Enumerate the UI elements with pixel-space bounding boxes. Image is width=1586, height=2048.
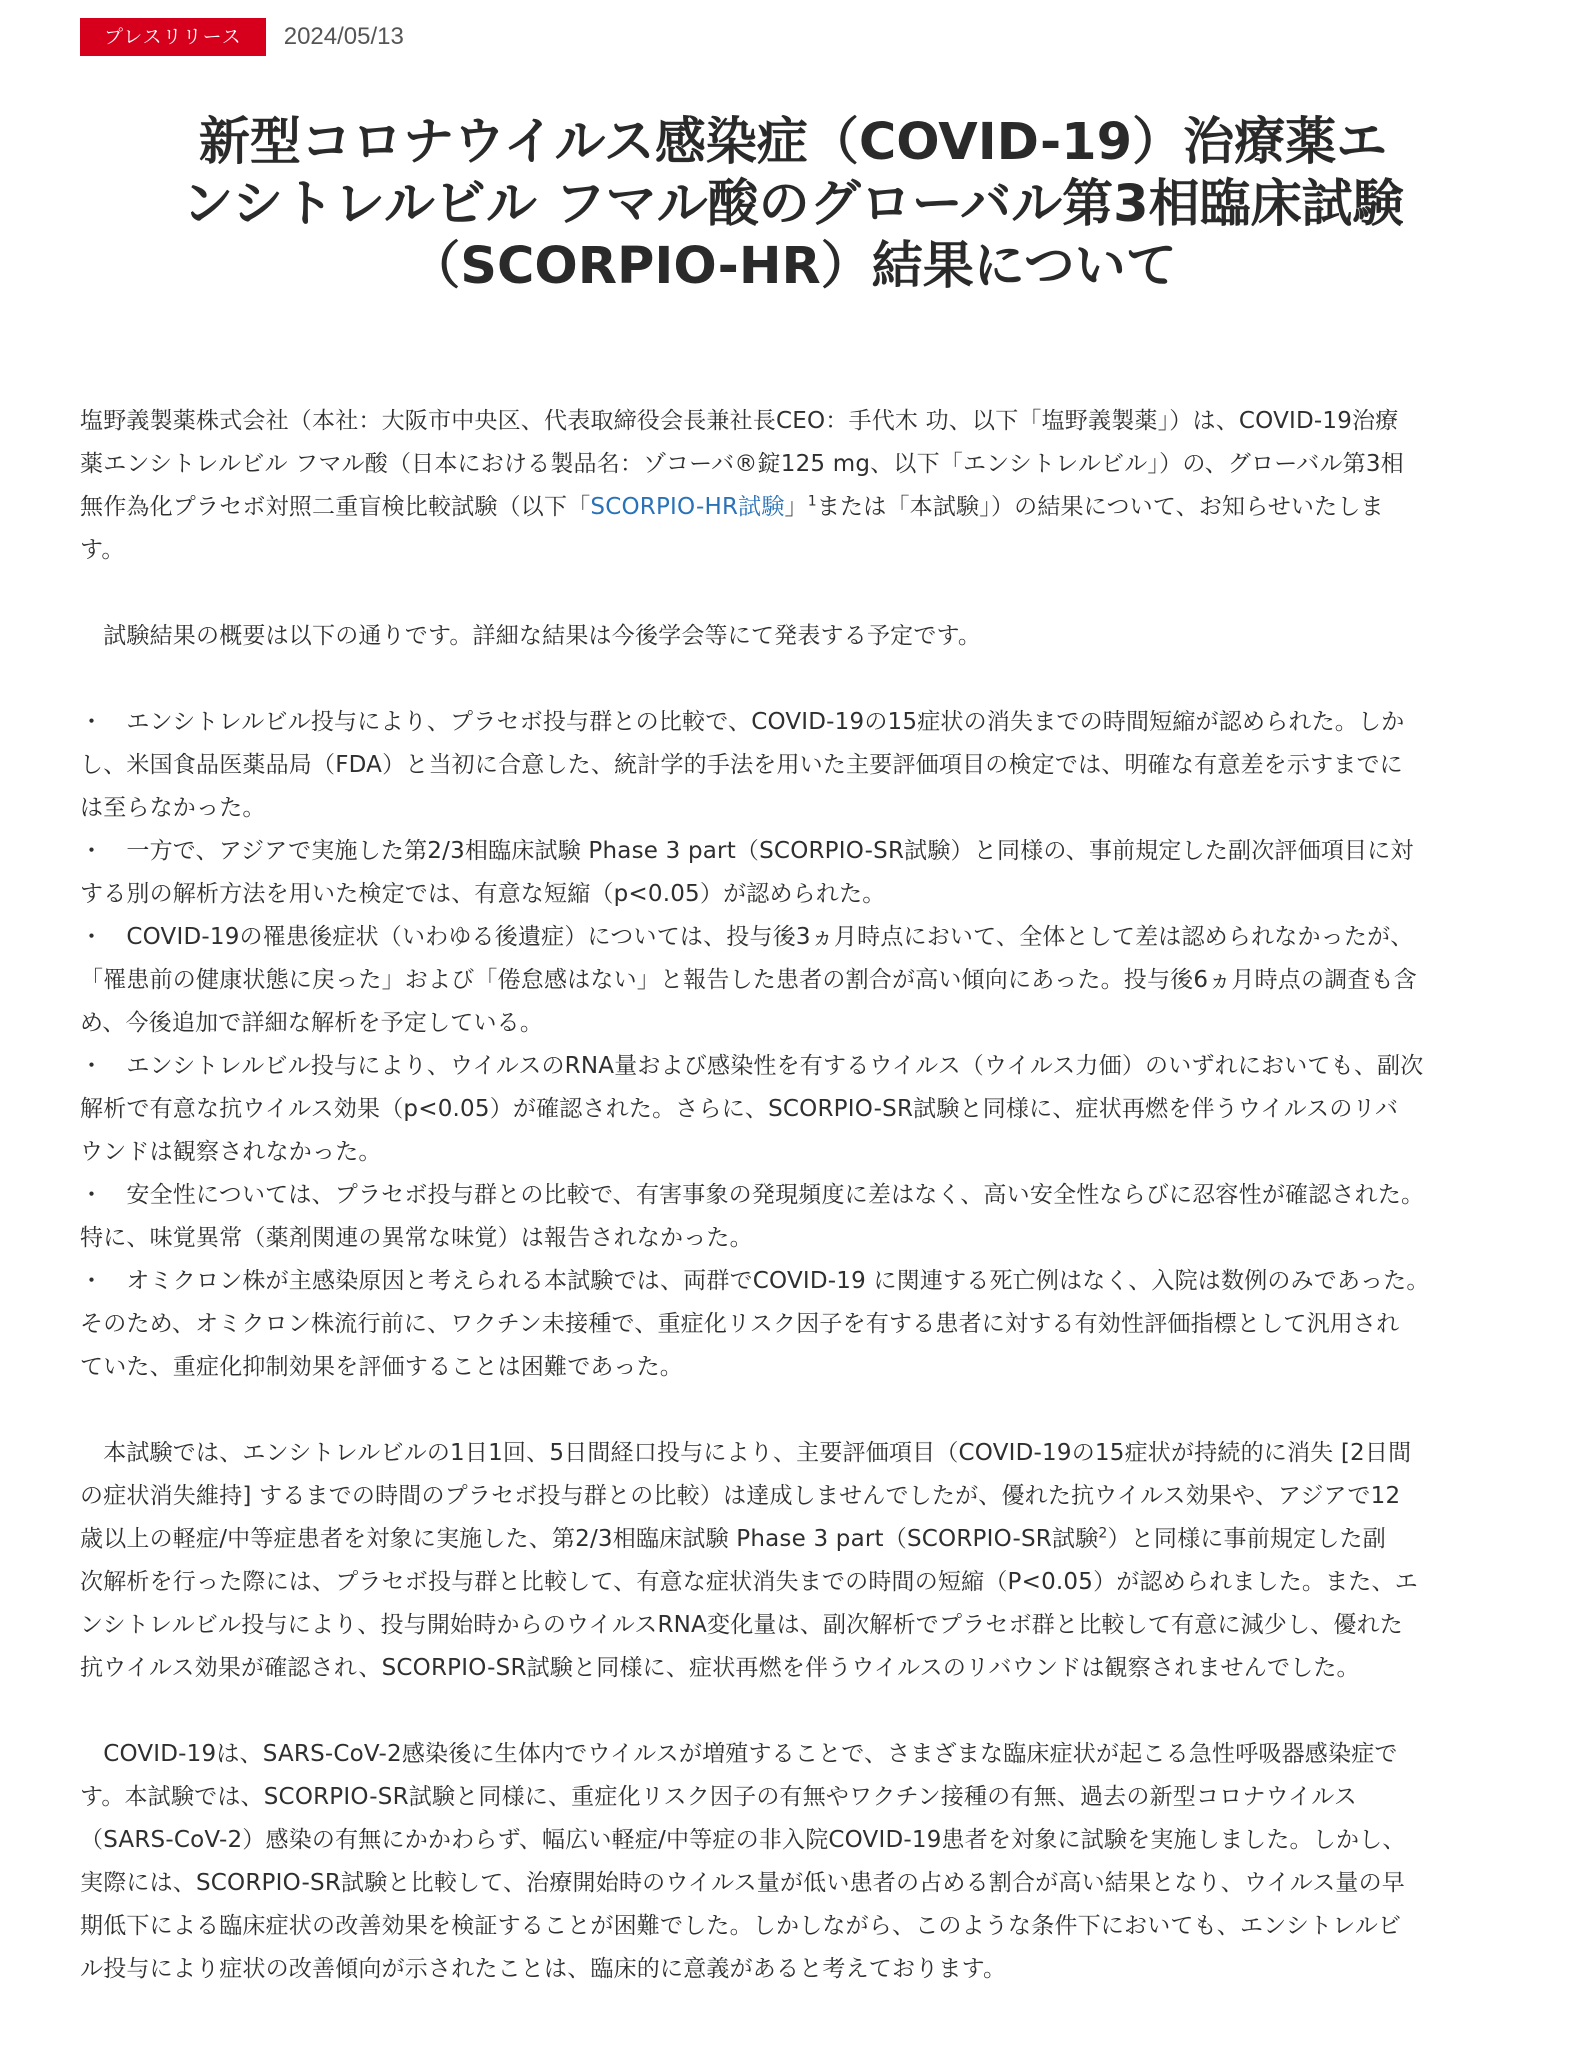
text-line: 塩野義製薬株式会社（本社：大阪市中央区、代表取締役会長兼社長CEO：手代木 功、以下「塩野義製薬」）は、COVID-19治療 <box>80 408 1399 434</box>
bullet-item <box>80 916 1506 1045</box>
summary-bullet-list <box>80 701 1506 1389</box>
text-line: し、米国食品医薬品局（FDA）と当初に合意した、統計学的手法を用いた主要評価項目の検定では、明確な有意差を示すまでに <box>80 752 1403 778</box>
meta-row <box>80 18 1506 56</box>
intro-paragraph <box>80 400 1506 572</box>
text-line: 「罹患前の健康状態に戻った」および「倦怠感はない」と報告した患者の割合が高い傾向にあった。投与後6ヵ月時点の調査も含 <box>80 967 1418 993</box>
text-line: ・ エンシトレルビル投与により、プラセボ投与群との比較で、COVID-19の15症状の消失までの時間短縮が認められた。しか <box>80 709 1405 735</box>
text-line: 薬エンシトレルビル フマル酸（日本における製品名：ゾコーバ®錠125 mg、以下「エンシトレルビル」）の、グローバル第3相 <box>80 451 1404 477</box>
text-segment: 無作為化プラセボ対照二重盲検比較試験（以下「 <box>80 494 591 520</box>
footnote-ref-1[interactable]: 1 <box>807 493 817 510</box>
spacer <box>80 1690 1506 1733</box>
text-line: ンシトレルビル投与により、投与開始時からのウイルスRNA変化量は、副次解析でプラセボ群と比較して有意に減少し、優れた <box>80 1612 1403 1638</box>
text-line: ・ エンシトレルビル投与により、ウイルスのRNA量および感染性を有するウイルス（ウイルス力価）のいずれにおいても、副次 <box>80 1053 1424 1079</box>
bullet-item <box>80 1174 1506 1260</box>
page-title <box>100 112 1486 298</box>
title-line: 新型コロナウイルス感染症（COVID-19）治療薬エ <box>198 113 1388 172</box>
text-line: 実際には、SCORPIO-SR試験と比較して、治療開始時のウイルス量が低い患者の占める割合が高い結果となり、ウイルス量の早 <box>80 1870 1405 1896</box>
text-line: ・ 安全性については、プラセボ投与群との比較で、有害事象の発現頻度に差はなく、高い安全性ならびに忍容性が確認された。 <box>80 1182 1425 1208</box>
spacer <box>80 1389 1506 1432</box>
text-line: （SARS-CoV-2）感染の有無にかかわらず、幅広い軽症/中等症の非入院COVID-19患者を対象に試験を実施しました。しかし、 <box>80 1827 1406 1853</box>
background-paragraph <box>80 1733 1506 1991</box>
footnote-ref-2[interactable]: 2 <box>1098 1525 1108 1542</box>
text-line: ル投与により症状の改善傾向が示されたことは、臨床的に意義があると考えております。 <box>80 1956 1007 1982</box>
press-release-badge[interactable]: プレスリリース <box>80 18 266 56</box>
article-body <box>80 400 1506 1991</box>
text-line: ていた、重症化抑制効果を評価することは困難であった。 <box>80 1354 683 1380</box>
summary-intro <box>80 615 1506 658</box>
text-segment: 」 <box>784 494 808 520</box>
text-line: 本試験では、エンシトレルビルの1日1回、5日間経口投与により、主要評価項目（COVID-19の15症状が持続的に消失 [2日間 <box>80 1440 1412 1466</box>
text-line: ウンドは観察されなかった。 <box>80 1139 382 1165</box>
text-segment: または「本試験」）の結果について、お知らせいたしま <box>816 494 1384 520</box>
results-paragraph <box>80 1432 1506 1690</box>
spacer <box>80 658 1506 701</box>
text-line: 解析で有意な抗ウイルス効果（p<0.05）が確認された。さらに、SCORPIO-SR試験と同様に、症状再燃を伴うウイルスのリバ <box>80 1096 1399 1122</box>
text-line: 抗ウイルス効果が確認され、SCORPIO-SR試験と同様に、症状再燃を伴うウイルスのリバウンドは観察されませんでした。 <box>80 1655 1360 1681</box>
title-line: （SCORPIO-HR）結果について <box>409 237 1177 296</box>
text-line: 試験結果の概要は以下の通りです。詳細な結果は今後学会等にて発表する予定です。 <box>80 623 982 649</box>
text-line: の症状消失維持] するまでの時間のプラセボ投与群との比較）は達成しませんでしたが、優れた抗ウイルス効果や、アジアで12 <box>80 1483 1401 1509</box>
publish-date: 2024/05/13 <box>283 23 404 50</box>
text-line: す。 <box>80 537 125 563</box>
text-line: す。本試験では、SCORPIO-SR試験と同様に、重症化リスク因子の有無やワクチン接種の有無、過去の新型コロナウイルス <box>80 1784 1357 1810</box>
scorpio-hr-link[interactable]: SCORPIO-HR試験 <box>590 494 785 520</box>
text-line: 次解析を行った際には、プラセボ投与群と比較して、有意な症状消失までの時間の短縮（P<0.05）が認められました。また、エ <box>80 1569 1418 1595</box>
text-line: 期低下による臨床症状の改善効果を検証することが困難でした。しかしながら、このような条件下においても、エンシトレルビ <box>80 1913 1402 1939</box>
text-line: 特に、味覚異常（薬剤関連の異常な味覚）は報告されなかった。 <box>80 1225 753 1251</box>
text-line: ・ 一方で、アジアで実施した第2/3相臨床試験 Phase 3 part（SCORPIO-SR試験）と同様の、事前規定した副次評価項目に対 <box>80 838 1414 864</box>
bullet-item <box>80 701 1506 830</box>
bullet-item <box>80 1045 1506 1174</box>
text-line: する別の解析方法を用いた検定では、有意な短縮（p<0.05）が認められた。 <box>80 881 886 907</box>
text-line: ・ オミクロン株が主感染原因と考えられる本試験では、両群でCOVID-19 に関連する死亡例はなく、入院は数例のみであった。 <box>80 1268 1430 1294</box>
bullet-item <box>80 830 1506 916</box>
text-line <box>80 486 1506 529</box>
spacer <box>80 572 1506 615</box>
text-segment: 歳以上の軽症/中等症患者を対象に実施した、第2/3相臨床試験 Phase 3 part（SCORPIO-SR試験 <box>80 1526 1099 1552</box>
title-line: ンシトレルビル フマル酸のグローバル第3相臨床試験 <box>182 175 1404 234</box>
text-line: は至らなかった。 <box>80 795 266 821</box>
text-segment: ）と同様に事前規定した副 <box>1107 1526 1386 1552</box>
text-line: そのため、オミクロン株流行前に、ワクチン未接種で、重症化リスク因子を有する患者に対する有効性評価指標として汎用され <box>80 1311 1400 1337</box>
text-line: ・ COVID-19の罹患後症状（いわゆる後遺症）については、投与後3ヵ月時点において、全体として差は認められなかったが、 <box>80 924 1414 950</box>
text-line: め、今後追加で詳細な解析を予定している。 <box>80 1010 544 1036</box>
text-line: COVID-19は、SARS-CoV-2感染後に生体内でウイルスが増殖することで、さまざまな臨床症状が起こる急性呼吸器感染症で <box>80 1741 1398 1767</box>
bullet-item <box>80 1260 1506 1389</box>
text-line <box>80 1518 1506 1561</box>
